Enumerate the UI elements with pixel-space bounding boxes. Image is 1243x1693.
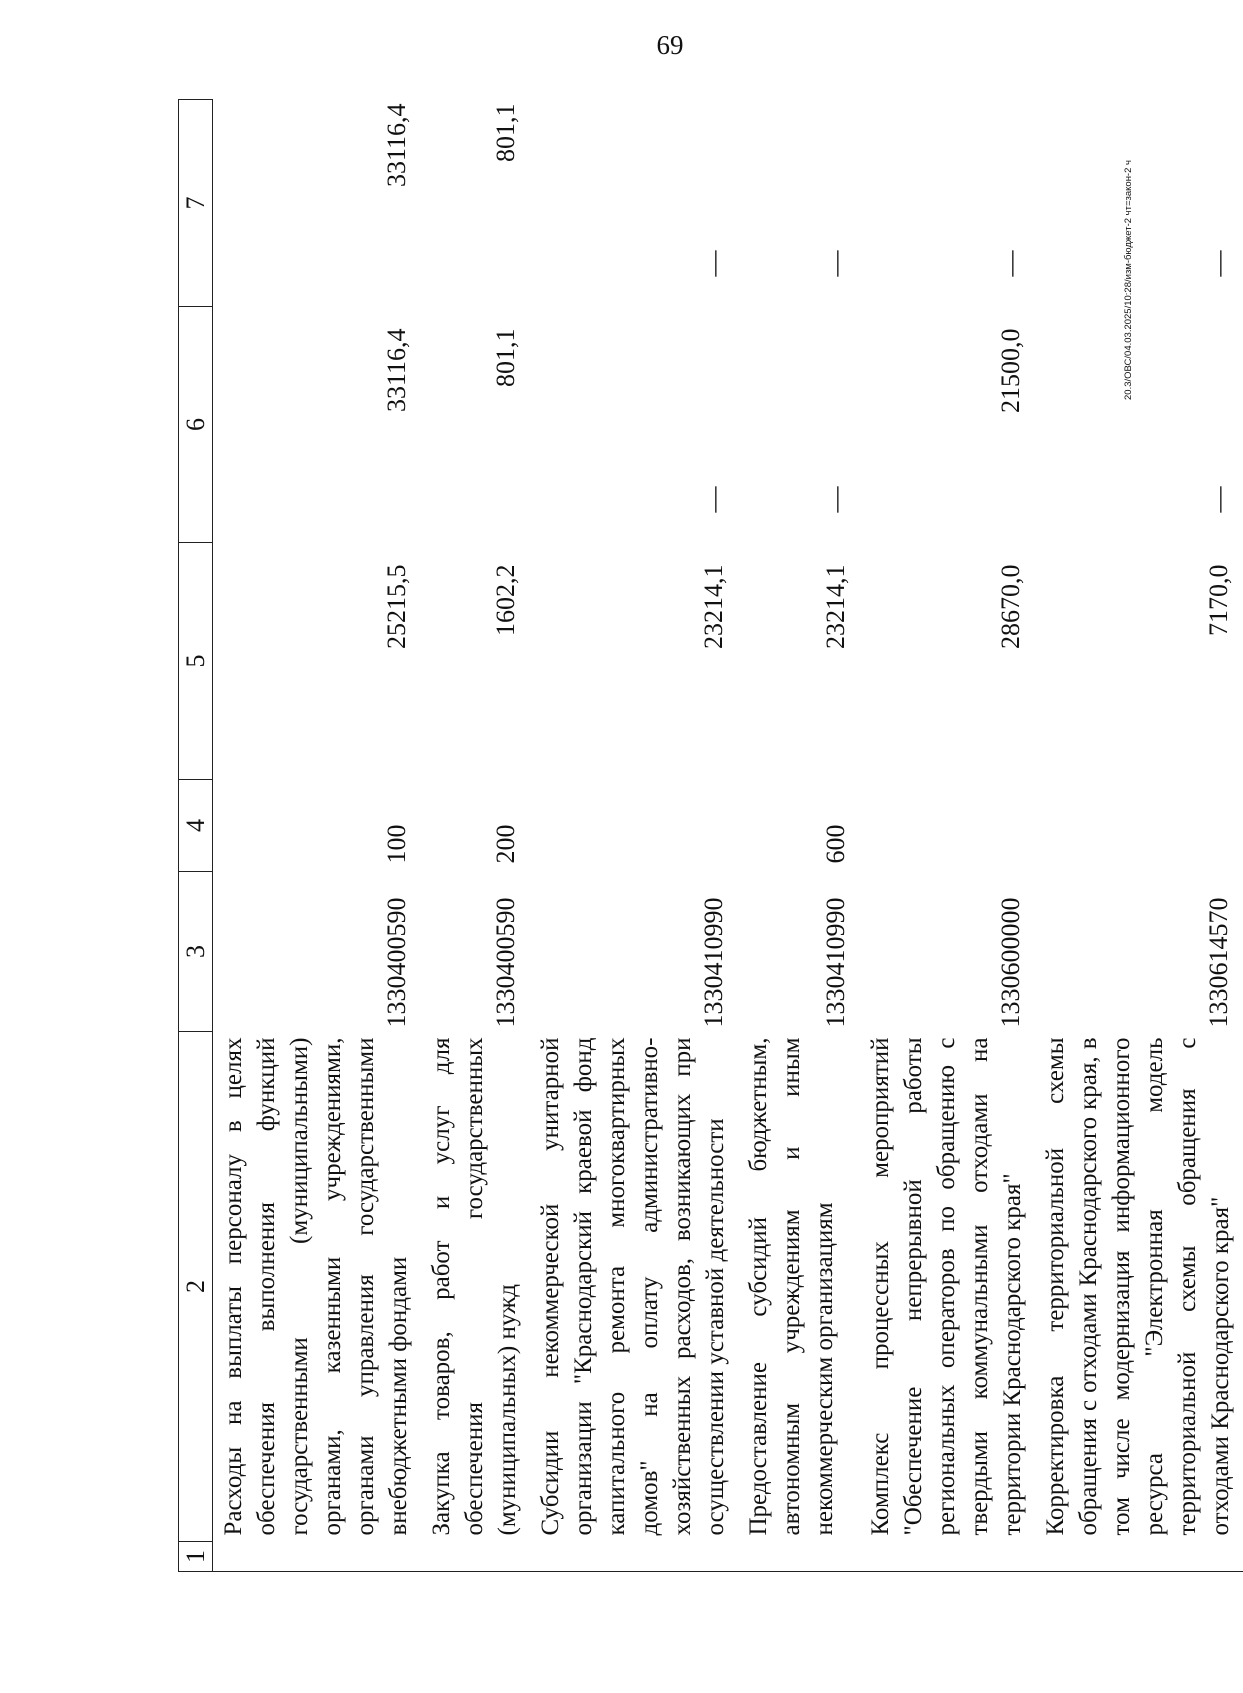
row-description: Закупка товаров, работ и услуг для обеспечения государственных (муниципальных) нужд [428,1037,521,1536]
row-value-7: — [699,250,728,277]
row-value-6: — [699,486,728,513]
row-value-5: 7170,0 [1204,564,1233,636]
header-col-7: 7 [179,100,213,307]
budget-table [178,99,1243,1572]
row-code: 1330400590 [491,897,520,1028]
row-value-5: 1602,2 [491,564,520,636]
row-value-7: — [1204,250,1233,277]
row-kind [860,780,1035,872]
row-kind: 100 [382,824,411,864]
row-index-cell [421,1542,530,1572]
row-value-5: 25215,5 [382,564,411,649]
table-row [530,100,738,1572]
header-col-6: 6 [179,307,213,543]
row-index-cell [860,1542,1035,1572]
header-col-3: 3 [179,872,213,1032]
row-value-6: 801,1 [491,328,520,387]
row-description: Корректировка территориальной схемы обращения с отходами Краснодарского края, в том числе модернизация информационного ресурса "Электронная модель территориальной схемы обращения с отходами Краснодарского края" [1042,1037,1234,1536]
row-code: 1330600000 [996,897,1025,1028]
row-code: 1330400590 [382,897,411,1028]
page-number: 69 [656,30,684,60]
row-description: Предоставление субсидий бюджетным, автономным учреждениям и иным некоммерческим организациям [745,1037,838,1536]
row-kind [530,780,738,872]
table-row [421,100,530,1572]
row-kind: 200 [491,824,520,864]
row-description: Субсидии некоммерческой унитарной организации "Краснодарский краевой фонд капитального ремонта многоквартирных домов" на оплату административно-хозяйственных расходов, возникающих при осуществлении уставной деятельности [537,1037,729,1536]
row-kind: 600 [821,824,850,864]
row-value-6: 33116,4 [382,328,411,413]
row-kind [1035,780,1243,872]
header-col-4: 4 [179,780,213,872]
row-code: 1330410990 [821,897,850,1028]
table-row [738,100,860,1572]
table-header-row [179,100,213,1572]
row-value-7: — [821,250,850,277]
row-value-5: 28670,0 [996,564,1025,649]
row-value-7: 33116,4 [382,103,411,188]
table-row [1035,100,1243,1572]
row-description: Расходы на выплаты персоналу в целях обеспечения выполнения функций государственными (муниципальными) органами, казенными учреждениями, органами управления государственными внебюджетными фондами [220,1037,412,1536]
row-index-cell [1035,1542,1243,1572]
row-code: 1330410990 [699,897,728,1028]
row-code: 1330614570 [1204,897,1233,1028]
row-index-cell [213,1542,422,1572]
row-index-cell [738,1542,860,1572]
row-description: Комплекс процессных мероприятий "Обеспечение непрерывной работы региональных операторов по обращению с твердыми коммунальными отходами на территории Краснодарского края" [867,1037,1026,1536]
table-row [860,100,1035,1572]
row-index-cell [530,1542,738,1572]
row-value-5: 23214,1 [821,564,850,649]
header-col-2: 2 [179,1032,213,1542]
row-value-7: 801,1 [491,103,520,162]
row-value-5: 23214,1 [699,564,728,649]
footer-code-text: 20.3/ОВС/04.03.2025/10:28/изм-бюджет-2 чт=закон-2 ч [1123,160,1134,400]
row-value-6: 21500,0 [996,328,1025,413]
header-col-1: 1 [179,1542,213,1572]
row-value-6: — [821,486,850,513]
header-col-5: 5 [179,543,213,780]
row-value-7: — [996,250,1025,277]
row-value-6: — [1204,486,1233,513]
table-row [213,100,422,1572]
